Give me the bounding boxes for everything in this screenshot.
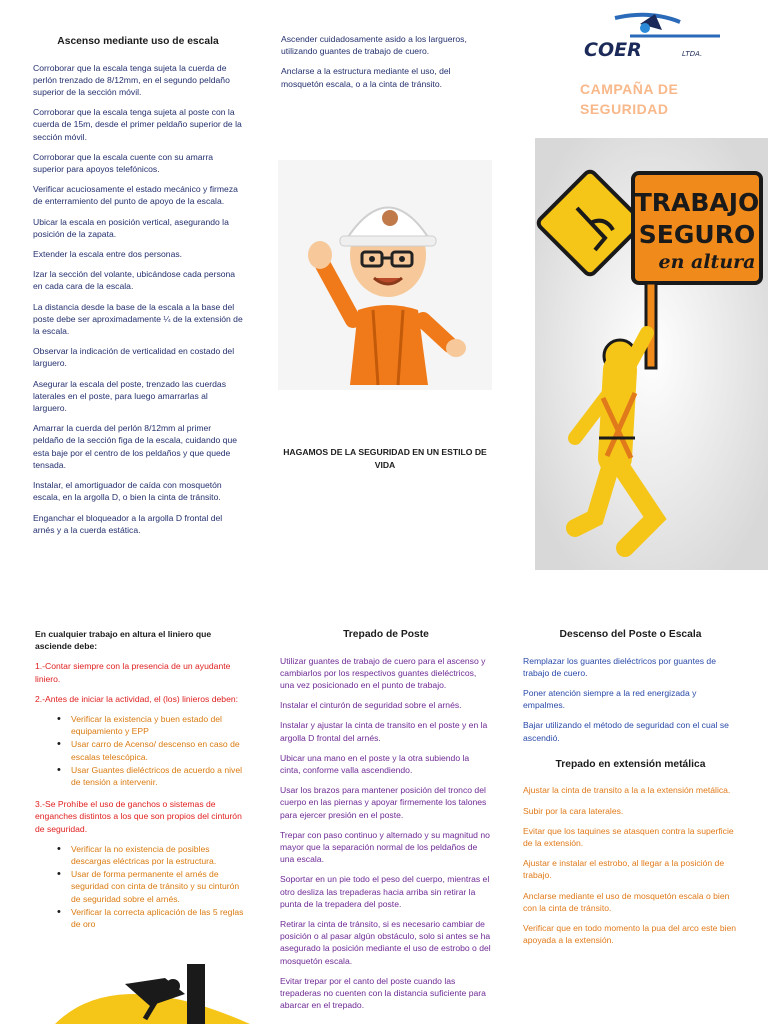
paragraph: Ascender cuidadosamente asido a los largueros, utilizando guantes de trabajo de cuero. [281,34,467,57]
section-ascenso-escala [33,35,243,544]
section-title: Trepado de Poste [343,629,429,640]
paragraph: Instalar y ajustar la cinta de transito en el poste y en la argolla D frontal del arnés. [280,720,488,743]
paragraph: Extender la escala entre dos personas. [33,249,183,260]
list-item: • Verificar la no existencia de posibles descargas eléctricas por la estructura. [35,843,250,867]
safety-slogan: HAGAMOS DE LA SEGURIDAD EN UN ESTILO DE VIDA [283,447,487,470]
paragraph: Asegurar la escala del poste, trenzado las cuerdas laterales en el poste, para luego amarrarlas al larguero. [33,378,226,414]
paragraph: Soportar en un pie todo el peso del cuerpo, mientras el otro desliza las trepaderas hacia arriba sin retirar la punta de la trepadera del poste. [280,874,490,909]
paragraph: Corroborar que la escala tenga sujeta la cuerda de perlón trenzado de 8/12mm, en el segundo peldaño superior de la sección móvil. [33,62,230,98]
paragraph: La distancia desde la base de la escala a la base del poste debe ser aproximadamente ¼ de la extensión de la escala. [33,301,243,337]
paragraph: Corroborar que la escala cuente con su amarra superior para apoyos telefónicos. [33,151,214,175]
paragraph: Instalar, el amortiguador de caída con mosquetón escala, en la argolla D, o bien la cinta de tránsito. [33,480,222,503]
list-item: • Usar Guantes dieléctricos de acuerdo a nivel de tensión a intervenir. [35,764,250,788]
paragraph: Utilizar guantes de trabajo de cuero para el ascenso y cambiarlos por los respectivos guantes dieléctricos, una vez posicionado en el punto de trabajo. [280,655,486,691]
section-trepado-poste [280,628,492,1019]
rule-3-list [35,843,250,930]
rule-2-list [35,713,250,788]
company-logo [570,10,745,65]
paragraph: Izar la sección del volante, ubicándose cada persona en cada cara de la escala. [33,269,236,292]
list-item: • Verificar la existencia y buen estado del equipamiento y EPP [35,713,250,737]
section-title: Ascenso mediante uso de escala [57,36,219,47]
section-title: Descenso del Poste o Escala [559,629,702,640]
paragraph: Enganchar el bloqueador a la argolla D frontal del arnés y a la cuerda estática. [33,512,223,535]
paragraph: Poner atención siempre a la red energizada y empalmes. [523,688,697,711]
work-at-height-sign [535,138,768,570]
intro-text: En cualquier trabajo en altura el liniero que asciende debe: [35,629,212,652]
paragraph: Evitar que los taquines se atasquen contra la superficie de la extensión. [523,825,734,849]
section-descenso [523,628,738,954]
list-item: • Usar de forma permanente el arnés de seguridad con cinta de tránsito y su cinturón de seguridad sobre el arnés. [35,868,250,905]
section-general-rules [35,628,250,940]
paragraph: Ajustar e instalar el estrobo, al llegar a la posición de trabajo. [523,858,725,881]
paragraph: Observar la indicación de verticalidad en costado del larguero. [33,346,235,369]
logo-text: COER [584,39,642,61]
section-title-2: Trepado en extensión metálica [555,758,706,770]
paragraph: Corroborar que la escala tenga sujeta al poste con la cuerda de 15m, desde el primer peldaño superior de la sección móvil. [33,107,242,142]
worker-illustration [278,160,492,390]
paragraph: Evitar trepar por el canto del poste cuando las trepaderas no cuenten con la distancia suficiente para abarcar en el trepado. [280,975,486,1011]
paragraph: Remplazar los guantes dieléctricos por guantes de trabajo de cuero. [523,655,716,678]
rule-1: 1.-Contar siempre con la presencia de un ayudante liniero. [35,661,231,684]
list-item: • Verificar la correcta aplicación de las 5 reglas de oro [35,906,250,930]
paragraph: Bajar utilizando el método de seguridad con el cual se ascendió. [523,720,729,743]
paragraph: Ajustar la cinta de transito a la a la extensión metálica. [523,785,731,796]
paragraph: Amarrar la cuerda del perlón 8/12mm al primer peldaño de la sección figa de la escala, cuidando que esta baje por el centro de los peldaños y que quede tensada. [33,423,238,470]
paragraph: Instalar el cinturón de seguridad sobre el arnés. [280,700,462,711]
sign-line3: en altura [658,251,756,273]
sign-line2: SEGURO [638,220,756,249]
paragraph: Trepar con paso continuo y alternado y su magnitud no mayor que la separación normal de los peldaños de una escala. [280,829,490,865]
paragraph: Ubicar la escala en posición vertical, asegurando la posición de la zapata. [33,216,229,239]
paragraph: Verificar que en todo momento la pua del arco este bien apoyada a la extensión. [523,923,737,946]
campaign-title: CAMPAÑA DE SEGURIDAD [580,81,679,117]
paragraph: Verificar acuciosamente el estado mecánico y firmeza de enterramiento del punto de apoyo de la escala. [33,184,238,207]
paragraph: Usar los brazos para mantener posición del tronco del cuerpo en las piernas y apoyar firmemente los talones para ejercer presión en el poste. [280,785,487,820]
sign-line1: TRABAJO [634,188,760,217]
paragraph: Ubicar una mano en el poste y la otra subiendo la cinta, conforme valla ascendiendo. [280,752,470,776]
paragraph: Retirar la cinta de tránsito, si es necesario cambiar de posición o al pasar algún obstáculo, solo si antes se ha asegurado la posición mediante el uso de estrobo o del mosquetón escala. [280,919,491,966]
section-ascenso-continued [281,33,481,98]
logo-suffix: LTDA. [682,50,703,58]
paragraph: Anclarse mediante el uso de mosquetón escala o bien con la cinta de tránsito. [523,890,730,913]
list-item: • Usar carro de Acenso/ descenso en caso de escalas telescópica. [35,738,250,762]
rule-3: 3.-Se Prohíbe el uso de ganchos o sistemas de enganches distintos a los que son propios del cinturón de seguridad. [35,799,242,834]
rule-2: 2.-Antes de iniciar la actividad, el (los) linieros deben: [35,693,239,704]
paragraph: Subir por la cara laterales. [523,805,624,816]
paragraph: Anclarse a la estructura mediante el uso, del mosquetón escala, o a la cinta de tránsito. [281,66,451,89]
fall-hazard-illustration [55,964,250,1024]
